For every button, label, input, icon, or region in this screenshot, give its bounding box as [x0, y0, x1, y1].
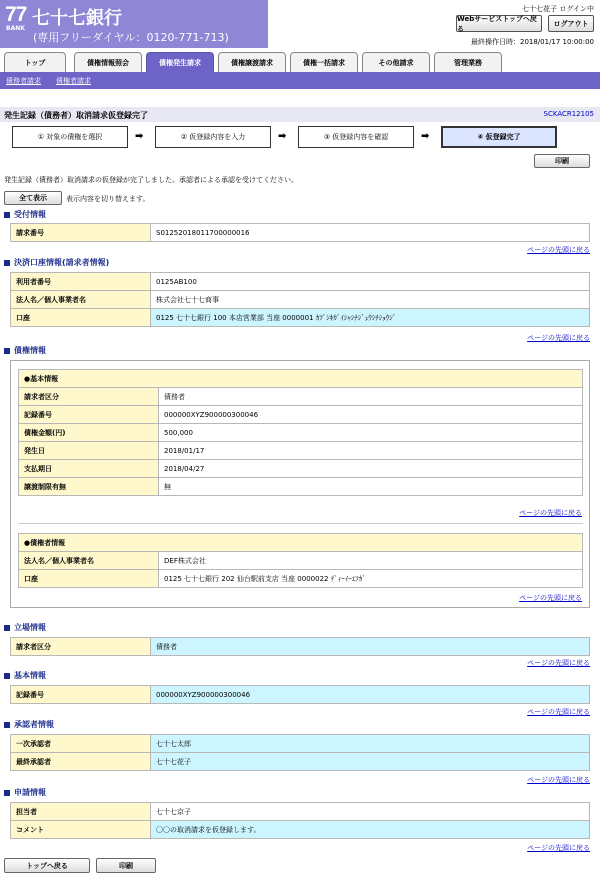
- row-value: 七十七花子: [151, 753, 590, 771]
- last-operation-time: 最終操作日時：2018/01/17 10:00:00: [470, 38, 594, 46]
- tab-claim-issuance[interactable]: 債権発生請求: [146, 52, 214, 72]
- table-row: [19, 406, 583, 424]
- table-row: [19, 460, 583, 478]
- row-label: 発生日: [19, 442, 159, 460]
- table-row: [11, 735, 590, 753]
- completion-message: 発生記録（債務者）取消請求の仮登録が完了しました。承認者による承認を受けてください。: [4, 176, 298, 184]
- table-row: [19, 442, 583, 460]
- main-tabs: [0, 52, 600, 72]
- step-3: ③ 仮登録内容を確認: [298, 126, 414, 148]
- step-2: ② 仮登録内容を入力: [155, 126, 271, 148]
- row-value: 2018/01/17: [159, 442, 583, 460]
- table-row: [11, 753, 590, 771]
- row-value: S01252018011700000016: [151, 224, 590, 242]
- section-receipt-title: [4, 209, 46, 220]
- login-user: 七十七花子 ログイン中: [522, 5, 594, 13]
- section-label: 債権情報: [14, 346, 46, 355]
- tab-claim-inquiry[interactable]: 債権情報照会: [74, 52, 142, 72]
- arrow-icon: ➡: [421, 131, 430, 142]
- row-label: 請求者区分: [19, 388, 159, 406]
- bank-name: 七十七銀行: [32, 8, 122, 29]
- account-table: [10, 272, 590, 327]
- section-label: 基本情報: [14, 671, 46, 680]
- row-value: 2018/04/27: [159, 460, 583, 478]
- row-label: 記録番号: [11, 686, 151, 704]
- claim-basic-table: [18, 369, 583, 496]
- row-value: 債務者: [159, 388, 583, 406]
- square-icon: [4, 673, 10, 679]
- section-request-title: [4, 787, 46, 798]
- tab-admin[interactable]: 管理業務: [434, 52, 502, 72]
- subnav-creditor-request[interactable]: 債権者請求: [56, 77, 91, 85]
- row-label: 債権金額(円): [19, 424, 159, 442]
- section-position-title: [4, 622, 46, 633]
- arrow-icon: ➡: [135, 131, 144, 142]
- square-icon: [4, 625, 10, 631]
- basic-table: [10, 685, 590, 704]
- page-top-link[interactable]: ページの先頭に戻る: [527, 246, 590, 254]
- square-icon: [4, 348, 10, 354]
- row-label: 譲渡制限有無: [19, 478, 159, 496]
- page-top-link[interactable]: ページの先頭に戻る: [527, 708, 590, 716]
- square-icon: [4, 790, 10, 796]
- tab-claim-transfer[interactable]: 債権譲渡請求: [218, 52, 286, 72]
- table-row: [11, 638, 590, 656]
- section-label: 受付情報: [14, 210, 46, 219]
- sub-nav: [0, 72, 600, 89]
- claim-creditor-table: [18, 533, 583, 588]
- receipt-table: [10, 223, 590, 242]
- row-label: 利用者番号: [11, 273, 151, 291]
- logo-bank-text: BANK: [6, 25, 25, 32]
- row-label: 記録番号: [19, 406, 159, 424]
- row-value: 0125 七十七銀行 202 仙台駅前支店 当座 0000022 ﾃﾞｨｰｲｰｴﾌｶﾞ: [159, 570, 583, 588]
- page-title-bar: [0, 107, 600, 122]
- back-to-top-button[interactable]: トップへ戻る: [4, 858, 90, 873]
- row-value: 七十七太郎: [151, 735, 590, 753]
- row-label: 最終承認者: [11, 753, 151, 771]
- section-label: 立場情報: [14, 623, 46, 632]
- row-value: 無: [159, 478, 583, 496]
- table-row: [19, 534, 583, 552]
- row-label: 請求者区分: [11, 638, 151, 656]
- row-label: 口座: [11, 309, 151, 327]
- section-account-title: [4, 257, 109, 268]
- table-row: [11, 686, 590, 704]
- request-table: [10, 802, 590, 839]
- row-value: 000000XYZ900000300046: [151, 686, 590, 704]
- creditor-info-header: ●債権者情報: [19, 534, 583, 552]
- table-row: [11, 803, 590, 821]
- tab-top[interactable]: トップ: [4, 52, 66, 72]
- table-row: [19, 478, 583, 496]
- divider: [18, 523, 583, 524]
- row-label: 法人名／個人事業者名: [19, 552, 159, 570]
- table-row: [11, 273, 590, 291]
- table-row: [19, 570, 583, 588]
- row-label: 請求番号: [11, 224, 151, 242]
- print-button-bottom[interactable]: 印刷: [96, 858, 156, 873]
- row-label: 支払期日: [19, 460, 159, 478]
- row-value: 〇〇の取消請求を仮登録します。: [151, 821, 590, 839]
- row-value: 七十七京子: [151, 803, 590, 821]
- square-icon: [4, 722, 10, 728]
- table-row: [19, 388, 583, 406]
- subnav-debtor-request[interactable]: 債務者請求: [6, 77, 41, 85]
- page-top-link[interactable]: ページの先頭に戻る: [527, 334, 590, 342]
- logout-button[interactable]: ログアウト: [548, 15, 594, 32]
- page-top-link[interactable]: ページの先頭に戻る: [519, 594, 582, 602]
- table-row: [11, 291, 590, 309]
- basic-info-header: ●基本情報: [19, 370, 583, 388]
- page-top-link[interactable]: ページの先頭に戻る: [527, 776, 590, 784]
- tab-other-request[interactable]: その他請求: [362, 52, 430, 72]
- row-label: 担当者: [11, 803, 151, 821]
- row-label: コメント: [11, 821, 151, 839]
- table-row: [11, 821, 590, 839]
- step-4-current: ④ 仮登録完了: [441, 126, 557, 148]
- row-label: 一次承認者: [11, 735, 151, 753]
- table-row: [19, 552, 583, 570]
- page-top-link[interactable]: ページの先頭に戻る: [519, 509, 582, 517]
- show-all-description: 表示内容を切り替えます。: [66, 195, 150, 203]
- page-title: 発生記録（債務者）取消請求仮登録完了: [4, 111, 148, 120]
- arrow-icon: ➡: [278, 131, 287, 142]
- position-table: [10, 637, 590, 656]
- step-1: ① 対象の債権を選択: [12, 126, 128, 148]
- table-row: [11, 309, 590, 327]
- page-top-link[interactable]: ページの先頭に戻る: [527, 844, 590, 852]
- section-label: 承認者情報: [14, 720, 54, 729]
- web-service-top-button[interactable]: Webサービストップへ戻る: [456, 15, 542, 32]
- screen-code: SCKACR12105: [543, 110, 594, 118]
- row-label: 口座: [19, 570, 159, 588]
- row-value: 0125 七十七銀行 100 本店営業部 当座 0000001 ｶﾌﾞｼｷｶﾞｲｼｬｼﾁｼﾞｭｳｼﾁｼｮｳｼﾞ: [151, 309, 590, 327]
- page-top-link[interactable]: ページの先頭に戻る: [527, 659, 590, 667]
- approver-table: [10, 734, 590, 771]
- table-row: [11, 224, 590, 242]
- row-label: 法人名／個人事業者名: [11, 291, 151, 309]
- section-label: 申請情報: [14, 788, 46, 797]
- square-icon: [4, 260, 10, 266]
- header: [0, 0, 600, 48]
- section-claim-title: [4, 345, 46, 356]
- row-value: 株式会社七十七商事: [151, 291, 590, 309]
- table-row: [19, 370, 583, 388]
- show-all-button[interactable]: 全て表示: [4, 191, 62, 205]
- tab-bulk-request[interactable]: 債権一括請求: [290, 52, 358, 72]
- row-value: 500,000: [159, 424, 583, 442]
- print-button-top[interactable]: 印刷: [534, 154, 590, 168]
- row-value: 000000XYZ900000300046: [159, 406, 583, 424]
- free-dial: (専用フリーダイヤル：0120-771-713): [33, 31, 229, 44]
- section-basic-title: [4, 670, 46, 681]
- logo-number: 77: [5, 3, 27, 26]
- table-row: [19, 424, 583, 442]
- section-label: 決済口座情報(請求者情報): [14, 258, 110, 267]
- row-value: 債務者: [151, 638, 590, 656]
- row-value: 0125AB100: [151, 273, 590, 291]
- bank-logo: [0, 0, 268, 48]
- row-value: DEF株式会社: [159, 552, 583, 570]
- section-approver-title: [4, 719, 54, 730]
- square-icon: [4, 212, 10, 218]
